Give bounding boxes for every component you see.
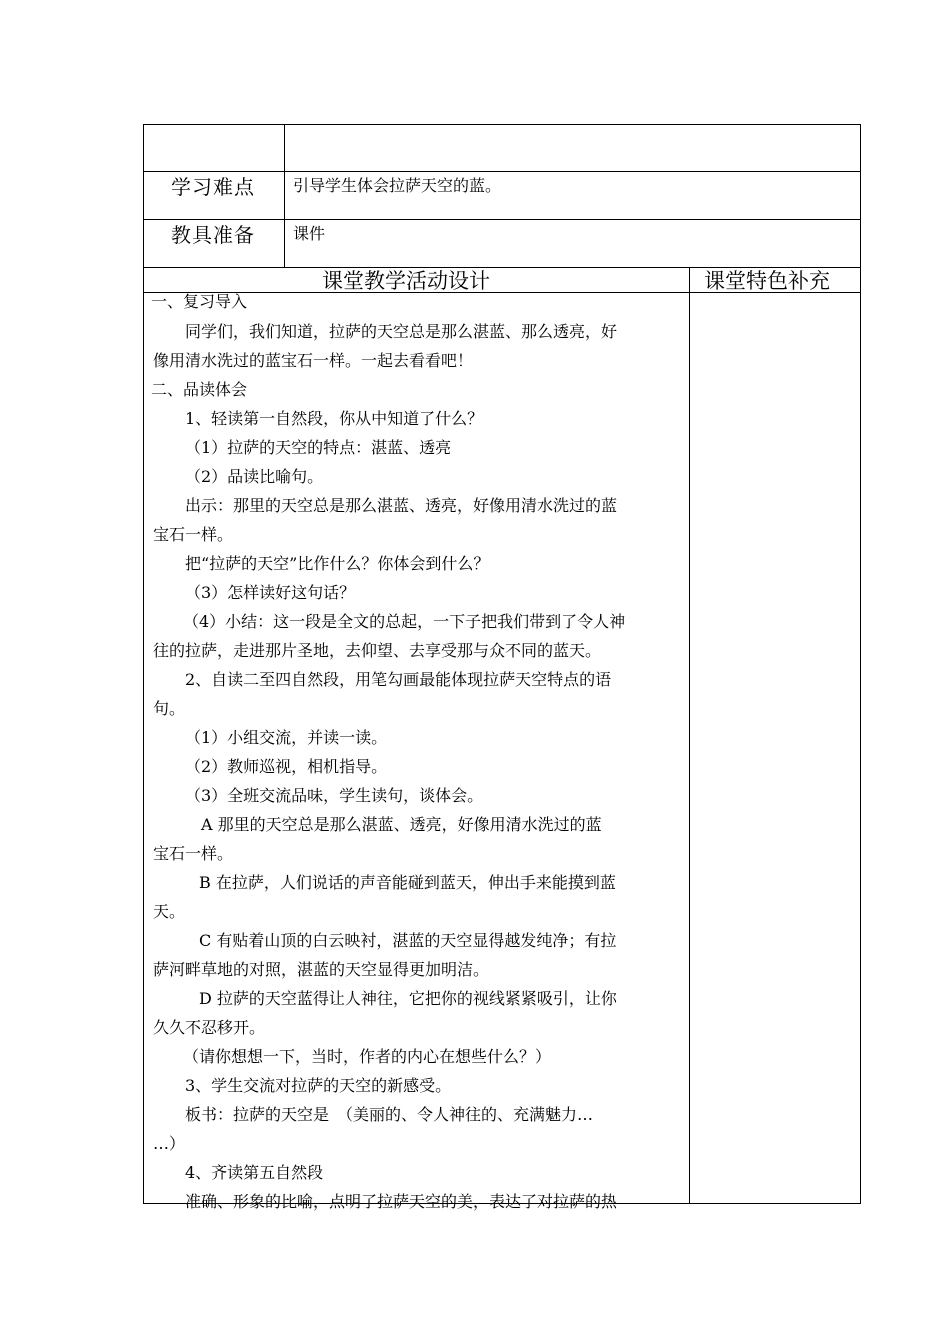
paragraph-line: 像用清水洗过的蓝宝石一样。一起去看看吧！ bbox=[153, 351, 474, 370]
activity-design-header: 课堂教学活动设计 bbox=[322, 269, 490, 293]
paragraph-line: （2）教师巡视，相机指导。 bbox=[185, 757, 388, 776]
supplement-column-divider bbox=[689, 267, 690, 1204]
paragraph-line: （4）小结：这一段是全文的总起，一下子把我们带到了令人神 bbox=[183, 612, 626, 631]
paragraph-line: B 在拉萨，人们说话的声音能碰到蓝天，伸出手来能摸到蓝 bbox=[199, 873, 616, 892]
section-heading: 一、复习导入 bbox=[151, 292, 248, 311]
paragraph-line: 2、自读二至四自然段，用笔勾画最能体现拉萨天空特点的语 bbox=[185, 670, 612, 689]
paragraph-line: 宝石一样。 bbox=[153, 844, 234, 863]
paragraph-line: 1、轻读第一自然段，你从中知道了什么？ bbox=[185, 409, 484, 428]
paragraph-line: 板书：拉萨的天空是 （美丽的、令人神往的、充满魅力… bbox=[185, 1105, 594, 1124]
paragraph-line: 久久不忍移开。 bbox=[153, 1018, 266, 1037]
materials-content: 课件 bbox=[293, 224, 326, 243]
paragraph-line: （1）拉萨的天空的特点：湛蓝、透亮 bbox=[185, 438, 452, 457]
paragraph-line: 出示：那里的天空总是那么湛蓝、透亮，好像用清水洗过的蓝 bbox=[185, 496, 618, 515]
row-divider-2 bbox=[143, 219, 861, 220]
paragraph-line: 同学们，我们知道，拉萨的天空总是那么湛蓝、那么透亮，好 bbox=[185, 322, 618, 341]
paragraph-line: （请你想想一下，当时，作者的内心在想些什么？） bbox=[183, 1047, 552, 1066]
paragraph-line: （2）品读比喻句。 bbox=[185, 467, 324, 486]
label-column-divider bbox=[284, 124, 285, 267]
paragraph-line: 天。 bbox=[153, 902, 186, 921]
paragraph-line: 萨河畔草地的对照，湛蓝的天空显得更加明洁。 bbox=[153, 960, 490, 979]
paragraph-line: （1）小组交流，并读一读。 bbox=[185, 728, 388, 747]
paragraph-line: （3）怎样读好这句话？ bbox=[185, 583, 356, 602]
section-heading: 二、品读体会 bbox=[151, 380, 248, 399]
paragraph-line: C 有贴着山顶的白云映衬，湛蓝的天空显得越发纯净；有拉 bbox=[199, 931, 617, 950]
paragraph-line: 宝石一样。 bbox=[153, 525, 234, 544]
row-divider-1 bbox=[143, 171, 861, 172]
materials-label: 教具准备 bbox=[171, 223, 255, 247]
paragraph-line: 往的拉萨，走进那片圣地，去仰望、去享受那与众不同的蓝天。 bbox=[153, 641, 602, 660]
paragraph-line: 4、齐读第五自然段 bbox=[185, 1163, 324, 1182]
paragraph-line: …） bbox=[153, 1134, 186, 1153]
paragraph-line: A 那里的天空总是那么湛蓝、透亮，好像用清水洗过的蓝 bbox=[201, 815, 602, 834]
paragraph-line: 3、学生交流对拉萨的天空的新感受。 bbox=[185, 1076, 452, 1095]
paragraph-line: 准确、形象的比喻，点明了拉萨天空的美，表达了对拉萨的热 bbox=[185, 1192, 618, 1211]
difficulty-content: 引导学生体会拉萨天空的蓝。 bbox=[293, 176, 502, 195]
paragraph-line: 句。 bbox=[153, 699, 186, 718]
supplement-header: 课堂特色补充 bbox=[704, 269, 830, 293]
difficulty-label: 学习难点 bbox=[171, 175, 255, 199]
paragraph-line: D 拉萨的天空蓝得让人神往，它把你的视线紧紧吸引，让你 bbox=[199, 989, 617, 1008]
paragraph-line: 把“拉萨的天空”比作什么？你体会到什么？ bbox=[185, 554, 490, 573]
paragraph-line: （3）全班交流品味，学生读句，谈体会。 bbox=[185, 786, 484, 805]
